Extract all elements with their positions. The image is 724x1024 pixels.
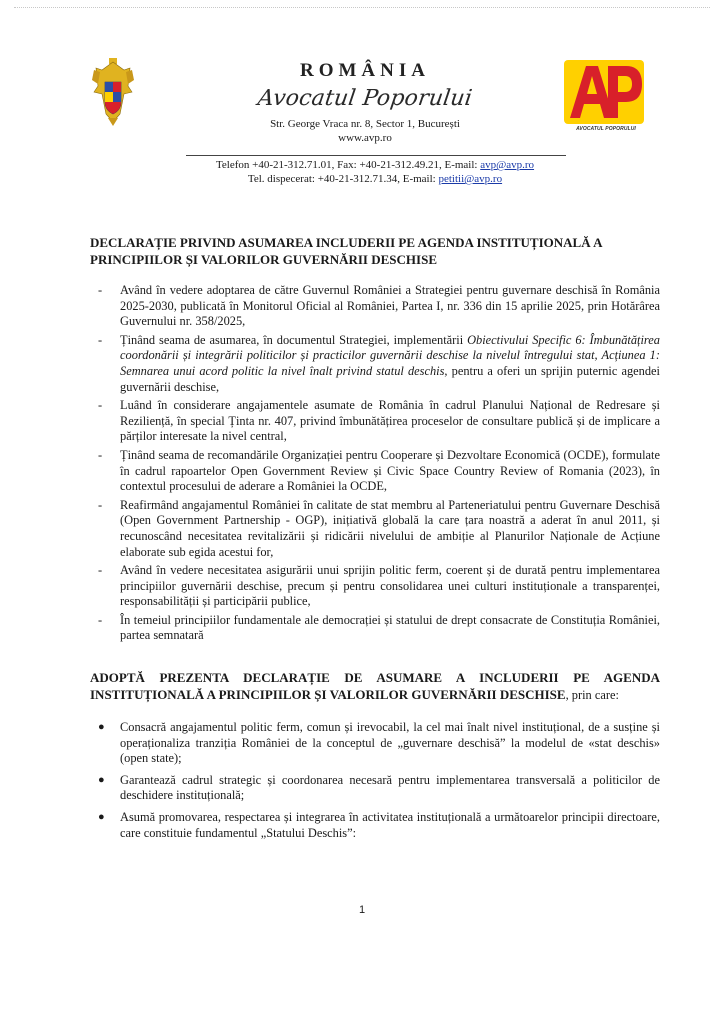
consideration-text: Având în vedere necesitatea asigurării unui sprijin politic ferm, coerent și de durată pentru implementarea principiilor guvernării deschise, precum și pentru consolidarea unei culturi instituționale a transparenței, responsabilității și participării publice, [120, 563, 660, 609]
page-number: 1 [358, 904, 366, 916]
consideration-item [90, 498, 660, 560]
email-link-petitii[interactable]: petitii@avp.ro [438, 173, 503, 185]
contact-dispatch: Tel. dispecerat: +40-21-312.71.34, E-mail: [247, 173, 439, 185]
dash-marker: - [98, 283, 103, 297]
adoption-suffix: , prin care: [565, 687, 619, 702]
consideration-item [90, 563, 660, 610]
commitments-list [90, 720, 660, 847]
consideration-text: Ținând seama de asumarea, în documentul Strategiei, implementării [120, 332, 468, 347]
header-divider [186, 155, 566, 156]
bullet-marker: ● [98, 773, 105, 786]
dash-marker: - [98, 332, 103, 347]
consideration-text: Ținând seama de recomandările Organizației pentru Cooperare și Dezvoltare Economică (OCDE), formulate în cadrul rapoartelor Open Government Review și Civic Space Country Review of Romania (2023), în contextul procesului de aderare a României la OCDE, [120, 447, 660, 494]
dash-marker: - [98, 563, 103, 578]
commitment-text: Consacră angajamentul politic ferm, comun și irevocabil, la cel mai înalt nivel instituțional, de a susține și operaționaliza tranziția României de la conceptul de „guvernare deschisă” la modelul de «stat deschis» (open state); [120, 720, 660, 766]
letterhead [230, 60, 500, 144]
consideration-text: Având în vedere adoptarea de către Guvernul României a Strategiei pentru guvernare deschisă în România 2025-2030, publicată în Monitorul Oficial al României, Partea I, nr. 336 din 15 aprilie 2025, prin Hotărârea Guvernului nr. 358/2025, [120, 283, 660, 329]
institution-address: Str. George Vraca nr. 8, Sector 1, București [270, 118, 460, 130]
document-title: DECLARAȚIE PRIVIND ASUMAREA INCLUDERII PE AGENDA INSTITUȚIONALĂ A PRINCIPIILOR ȘI VALORILOR GUVERNĂRII DESCHISE [90, 235, 602, 267]
considerations-list [90, 283, 660, 647]
email-link-avp[interactable]: avp@avp.ro [480, 159, 535, 171]
contact-line-1 [150, 158, 600, 172]
consideration-text: Reafirmând angajamentul României în calitate de stat membru al Parteneriatului pentru Guvernare Deschisă (Open Government Partnership - OGP), inițiativă globală la care țara noastră a aderat în anul 2011, și recunoscând necesitatea revitalizării și ridicării nivelului de ambiție al Planurilor Naționale de Acțiune elaborate sub egida acestui for, [120, 497, 660, 559]
commitment-text: Asumă promovarea, respectarea și integrarea în activitatea instituțională a următoarelor principii directoare, care constituie fundamentul „Statului Deschis”: [120, 809, 660, 840]
contact-line-2 [150, 172, 600, 186]
dash-marker: - [98, 447, 103, 462]
country-name: ROMÂNIA [300, 60, 430, 81]
bullet-marker: ● [98, 721, 105, 733]
commitment-text: Garantează cadrul strategic și coordonarea necesară pentru implementarea transversală a politicilor de deschidere instituțională; [120, 772, 660, 803]
dash-marker: - [98, 612, 103, 627]
dash-marker: - [98, 497, 103, 512]
romania-coat-of-arms-icon [92, 58, 134, 128]
institution-name: Avocatul Poporului [256, 86, 474, 111]
consideration-item [90, 283, 660, 330]
consideration-italic-text: Obiectivului Specific 6: Îmbunătățirea coordonării și integrării politicilor și practicilor guvernării deschise la nivelul întregului stat, Acțiunea 1: Semnarea unui acord politic la nivel înalt privind statul deschis [120, 332, 660, 378]
top-dotted-rule [14, 7, 710, 8]
consideration-item [90, 448, 660, 495]
institution-website: www.avp.ro [338, 132, 392, 144]
logo-caption: AVOCATUL POPORULUI [576, 126, 636, 132]
adoption-paragraph [90, 670, 660, 703]
commitment-item [90, 773, 660, 804]
consideration-text: Luând în considerare angajamentele asumate de România în cadrul Planului Național de Redresare și Reziliență, în special Ținta nr. 407, privind îmbunătățirea proceselor de consultare publică și de implicare a părților interesate la nivel central, [120, 398, 660, 444]
commitment-item [90, 720, 660, 767]
consideration-item [90, 398, 660, 445]
consideration-text: În temeiul principiilor fundamentale ale democrației și statului de drept consacrate de Constituția României, partea semnatară [120, 612, 660, 643]
contact-block [150, 158, 600, 186]
contact-phone-fax: Telefon +40-21-312.71.01, Fax: +40-21-312.49.21, E-mail: [215, 159, 481, 171]
consideration-item [90, 613, 660, 644]
adoption-heading: ADOPTĂ PREZENTA DECLARAȚIE DE ASUMARE A INCLUDERII PE AGENDA INSTITUȚIONALĂ A PRINCIPIILOR ȘI VALORILOR GUVERNĂRII DESCHISE [90, 670, 660, 702]
consideration-item [90, 333, 660, 395]
commitment-item [90, 810, 660, 841]
consideration-text: , pentru a oferi un sprijin puternic agendei guvernării deschise, [120, 363, 660, 394]
avp-logo-icon [562, 58, 646, 134]
bullet-marker: ● [98, 810, 105, 823]
dash-marker: - [98, 398, 103, 413]
